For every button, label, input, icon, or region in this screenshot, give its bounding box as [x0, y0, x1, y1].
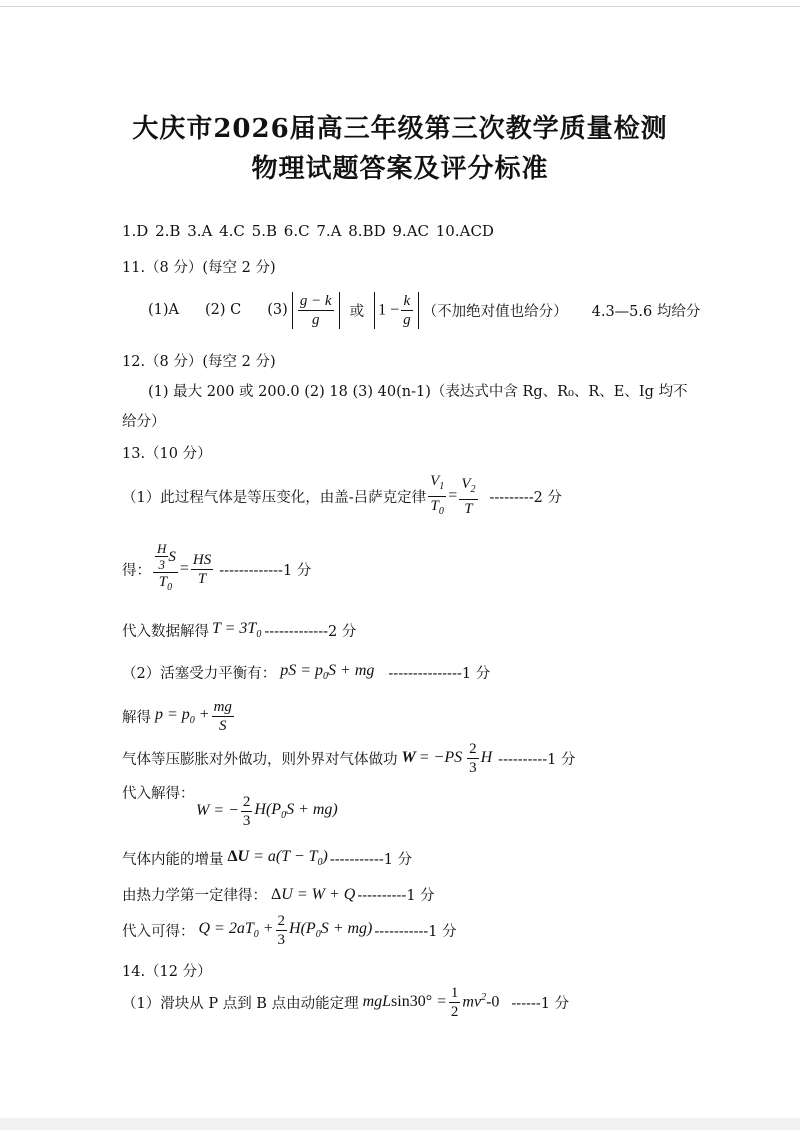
q13-eq-work-frac: $\frac{2}{3}$	[469, 740, 477, 776]
multiple-choice-answers: 1.D 2.B 3.A 4.C 5.B 6.C 7.A 8.BD 9.AC 10.ACD	[122, 222, 494, 240]
q13-eq-step-2-rhs: $\frac{HS}{T}$	[192, 551, 212, 587]
q13-eq-heat-frac: $\frac{2}{3}$	[277, 912, 286, 948]
q13-step-10-text: 代入可得：	[122, 923, 195, 940]
bottom-scan-edge	[0, 1118, 800, 1130]
q13-step-2: 得： $\frac{H}{3}$ S $T_0$ = $\frac{HS}{T}$ -------------1 分	[122, 540, 311, 598]
q13-step-8-text: 气体内能的增量	[122, 852, 224, 868]
q11-answer-2: (2) C	[205, 302, 242, 318]
q14-step-1: （1）滑块从 P 点到 B 点由动能定理 mgLsin30° = $\frac{1}{2}$ $mv^2-0$ ------1 分	[122, 984, 570, 1020]
q11-abs-expression-1: $\frac{g - k}{g}$	[292, 292, 340, 329]
q13-step-4-score: ---------------1 分	[388, 666, 491, 682]
q13-step-10-score: -----------1 分	[374, 923, 457, 940]
q11-range: 4.3—5.6 均给分	[591, 303, 701, 320]
q14-eq-work-energy: mgLsin30° =	[362, 993, 447, 1010]
q11-heading: 11.（8 分）(每空 2 分)	[122, 260, 276, 276]
q14-eq-work-energy-frac: $\frac{1}{2}$	[450, 984, 459, 1020]
page-title: 大庆市2026届高三年级第三次教学质量检测	[132, 114, 668, 144]
q13-step-6-score: ----------1 分	[498, 751, 576, 768]
q13-eq-gay-lussac-rhs: $\frac{V_2}{T}$	[461, 475, 476, 517]
q13-eq-internal-energy: $\Delta U = a(T - T_0)$	[227, 848, 328, 869]
q13-eq-work-result-frac: $\frac{2}{3}$	[242, 793, 251, 829]
q11-answer-1: (1)A	[148, 302, 180, 318]
q13-eq-first-law: ΔU = W + Q	[271, 885, 356, 903]
q11-abs-expression-2: 1 − $\frac{k}{g}$	[374, 292, 419, 329]
q13-step-3-score: -------------2 分	[264, 624, 357, 640]
q13-eq-work: W	[401, 749, 416, 766]
q13-step-9	[122, 884, 435, 905]
q11-note: （不加绝对值也给分）	[422, 303, 568, 320]
q13-eq-gay-lussac: $\frac{V_1}{T_0}$	[430, 472, 445, 517]
q12-answer-line-2: 给分）	[122, 414, 166, 430]
q13-step-9-score: ----------1 分	[357, 888, 435, 904]
q13-step-10: 代入可得： $Q = 2aT_0$ + $\frac{2}{3}$ $H(P_0S + mg)$ -----------1 分	[122, 912, 457, 948]
q13-step-3	[122, 620, 356, 641]
q13-step-1-score: ---------2 分	[489, 489, 562, 506]
q13-eq-force-balance: pS = $p_0S$ + mg	[280, 662, 375, 683]
q13-step-8	[122, 848, 412, 869]
q13-step-5	[122, 696, 236, 736]
q13-step-6: 气体等压膨胀对外做功，则外界对气体做功 W = −PS $\frac{2}{3}$ H ----------1 分	[122, 740, 576, 776]
q13-step-9-text: 由热力学第一定律得：	[122, 888, 267, 904]
q13-step-1-text: （1）此过程气体是等压变化，由盖-吕萨克定律	[122, 489, 427, 506]
q13-step-7-text: 代入解得：	[122, 786, 195, 802]
q14-step-1-score: ------1 分	[511, 995, 570, 1012]
q13-eq-heat: $Q = 2aT_0$ +	[198, 919, 274, 941]
q13-step-4-text: （2）活塞受力平衡有：	[122, 666, 277, 682]
page-subtitle: 物理试题答案及评分标准	[251, 154, 549, 184]
q12-answer-line-1: (1) 最大 200 或 200.0 (2) 18 (3) 40(n-1)（表达式中含 Rg、R₀、R、E、Ig 均不	[148, 384, 688, 400]
q14-heading: 14.（12 分）	[122, 964, 212, 980]
q13-eq-pressure-frac: $\frac{mg}{S}$	[213, 698, 232, 734]
q13-eq-step-3: $T = 3T_0$	[212, 620, 262, 641]
q12-heading: 12.（8 分）(每空 2 分)	[122, 354, 276, 370]
top-border-line	[0, 6, 800, 7]
q13-step-1: （1）此过程气体是等压变化，由盖-吕萨克定律 $\frac{V_1}{T_0}$ = $\frac{V_2}{T}$ ---------2 分	[122, 476, 562, 516]
q13-step-8-score: -----------1 分	[329, 852, 413, 868]
q13-step-3-text: 代入数据解得	[122, 624, 209, 640]
q13-eq-step-2-lhs: $\frac{H}{3}$ S $T_0$	[153, 541, 178, 597]
q13-step-6-text: 气体等压膨胀对外做功，则外界对气体做功	[122, 751, 398, 768]
q13-eq-pressure: $p = p_0$ +	[155, 705, 210, 727]
q13-eq-work-result: W = − $\frac{2}{3}$ $H(P_0S + mg)$	[196, 793, 338, 829]
q11-or: 或	[349, 303, 365, 320]
q13-step-5-text: 解得	[122, 709, 151, 726]
q11-answer-3-label: (3)	[267, 302, 288, 318]
q14-step-1-text: （1）滑块从 P 点到 B 点由动能定理	[122, 995, 359, 1012]
q13-step-4	[122, 662, 490, 683]
q13-step-2-score: -------------1 分	[219, 562, 312, 579]
q13-step-2-prefix: 得：	[122, 562, 151, 579]
q13-heading: 13.（10 分）	[122, 446, 212, 462]
q11-answers	[148, 290, 700, 330]
